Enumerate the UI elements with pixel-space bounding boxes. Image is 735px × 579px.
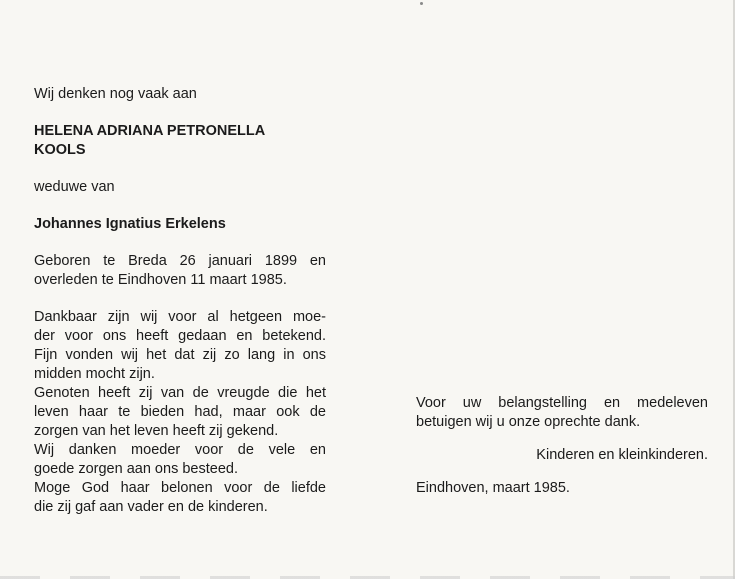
memorial-text-line: zorgen van het leven heeft zij gekend. xyxy=(34,423,279,439)
widow-of-text: weduwe van xyxy=(34,179,115,195)
thanks-line2: betuigen wij u onze oprechte dank. xyxy=(416,414,641,430)
memorial-text-line: midden mocht zijn. xyxy=(34,366,155,382)
memorial-text-line: der voor ons heeft gedaan en betekend. xyxy=(34,328,326,344)
thanks-line1: Voor uw belangstelling en medeleven xyxy=(416,395,708,411)
memorial-text-line: Dankbaar zijn wij voor al hetgeen moe- xyxy=(34,309,326,325)
memorial-text-line: Moge God haar belonen voor de liefde xyxy=(34,480,326,496)
memorial-text-line: Fijn vonden wij het dat zij zo lang in ons xyxy=(34,347,326,363)
place-date: Eindhoven, maart 1985. xyxy=(416,480,570,496)
left-column xyxy=(34,85,326,517)
memorial-text xyxy=(34,308,326,517)
spouse-name: Johannes Ignatius Erkelens xyxy=(34,216,226,232)
memorial-text-line: die zij gaf aan vader en de kinderen. xyxy=(34,499,268,515)
deceased-name-line2: KOOLS xyxy=(34,142,86,158)
memorial-text-line: Wij danken moeder voor de vele en xyxy=(34,442,326,458)
right-column xyxy=(416,394,708,498)
memorial-text-line: leven haar te bieden had, maar ook de xyxy=(34,404,326,420)
birth-line: Geboren te Breda 26 januari 1899 en xyxy=(34,253,326,269)
memorial-text-line: Genoten heeft zij van de vreugde die het xyxy=(34,385,326,401)
death-line: overleden te Eindhoven 11 maart 1985. xyxy=(34,272,287,288)
deceased-name-line1: HELENA ADRIANA PETRONELLA xyxy=(34,123,266,139)
intro-text: Wij denken nog vaak aan xyxy=(34,86,197,102)
family-signature: Kinderen en kleinkinderen. xyxy=(536,447,708,463)
memorial-text-line: goede zorgen aan ons besteed. xyxy=(34,461,238,477)
print-speck xyxy=(420,2,423,5)
